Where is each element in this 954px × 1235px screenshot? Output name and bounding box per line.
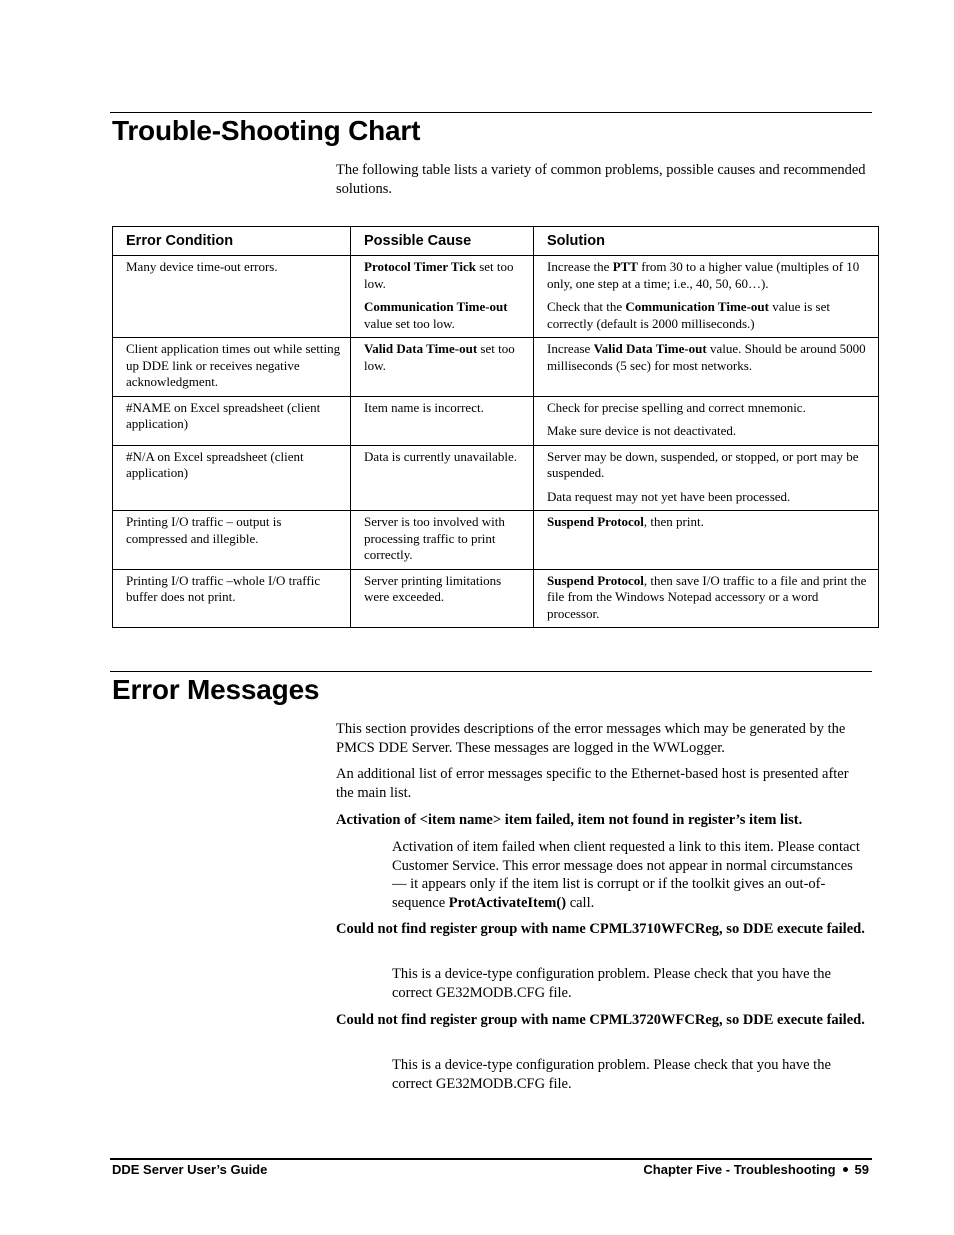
- error-message-title: Could not find register group with name CPML3720WFCReg, so DDE execute failed.: [336, 1012, 865, 1028]
- trouble-intro: The following table lists a variety of common problems, possible causes and recommended solutions.: [336, 162, 866, 197]
- cell-condition: #NAME on Excel spreadsheet (client application): [113, 396, 351, 445]
- bullet-icon: [843, 1167, 848, 1172]
- cell-solution: Increase the PTT from 30 to a higher value (multiples of 10 only, one step at a time; i.e., 40, 50, 60…). Check that the Communication Time-out value is set correctly (default is 2000 milliseconds.): [534, 256, 879, 338]
- cell-solution: Suspend Protocol, then print.: [534, 511, 879, 570]
- cell-cause: Server printing limitations were exceeded.: [351, 569, 534, 628]
- error-message-title: Activation of <item name> item failed, item not found in register’s item list.: [336, 812, 803, 828]
- error-message-title: Could not find register group with name CPML3710WFCReg, so DDE execute failed.: [336, 921, 865, 937]
- col-header-solution: Solution: [534, 227, 879, 256]
- cell-solution: Check for precise spelling and correct mnemonic. Make sure device is not deactivated.: [534, 396, 879, 445]
- cell-solution: Increase Valid Data Time-out value. Should be around 5000 milliseconds (5 sec) for most networks.: [534, 338, 879, 397]
- cell-solution: Suspend Protocol, then save I/O traffic to a file and print the file from the Windows Notepad accessory or a word processor.: [534, 569, 879, 628]
- cell-condition: #N/A on Excel spreadsheet (client application): [113, 445, 351, 511]
- table-row: [113, 396, 879, 445]
- trouble-table: [112, 226, 879, 628]
- section-heading-errors: Error Messages: [112, 674, 320, 705]
- cell-cause: Data is currently unavailable.: [351, 445, 534, 511]
- section-divider: [110, 112, 872, 113]
- cell-cause: Protocol Timer Tick set too low. Communication Time-out value set too low.: [351, 256, 534, 338]
- cell-condition: Printing I/O traffic –whole I/O traffic buffer does not print.: [113, 569, 351, 628]
- error-message-description: This is a device-type configuration problem. Please check that you have the correct GE32MODB.CFG file.: [392, 1057, 831, 1092]
- cell-cause: Server is too involved with processing traffic to print correctly.: [351, 511, 534, 570]
- footer-chapter-title: Chapter Five - Troubleshooting: [643, 1162, 836, 1177]
- footer-divider: [110, 1158, 872, 1160]
- errors-intro-2: An additional list of error messages specific to the Ethernet-based host is presented after the main list.: [336, 766, 849, 801]
- errors-intro-1: This section provides descriptions of the error messages which may be generated by the PMCS DDE Server. These messages are logged in the WWLogger.: [336, 721, 846, 756]
- table-row: [113, 569, 879, 628]
- table-row: [113, 338, 879, 397]
- cell-condition: Many device time-out errors.: [113, 256, 351, 338]
- section-divider: [110, 671, 872, 672]
- footer-guide-title: DDE Server User’s Guide: [112, 1162, 268, 1177]
- cell-solution: Server may be down, suspended, or stopped, or port may be suspended. Data request may not yet have been processed.: [534, 445, 879, 511]
- section-heading-trouble: Trouble-Shooting Chart: [112, 115, 421, 146]
- footer-chapter: [643, 1162, 869, 1177]
- cell-cause: Valid Data Time-out set too low.: [351, 338, 534, 397]
- cell-cause: Item name is incorrect.: [351, 396, 534, 445]
- table-row: [113, 445, 879, 511]
- col-header-cause: Possible Cause: [351, 227, 534, 256]
- table-row: [113, 256, 879, 338]
- table-row: [113, 511, 879, 570]
- error-message-description: Activation of item failed when client requested a link to this item. Please contact Customer Service. This error message does not appear in normal circumstances — it appears only if the item list is corrupt or if the toolkit gives an out-of-sequence ProtActivateItem() call.: [392, 839, 860, 911]
- col-header-condition: Error Condition: [113, 227, 351, 256]
- cell-condition: Printing I/O traffic – output is compressed and illegible.: [113, 511, 351, 570]
- page-number: 59: [854, 1162, 869, 1177]
- table-header-row: [113, 227, 879, 256]
- error-message-description: This is a device-type configuration problem. Please check that you have the correct GE32MODB.CFG file.: [392, 966, 831, 1001]
- cell-condition: Client application times out while setting up DDE link or receives negative acknowledgment.: [113, 338, 351, 397]
